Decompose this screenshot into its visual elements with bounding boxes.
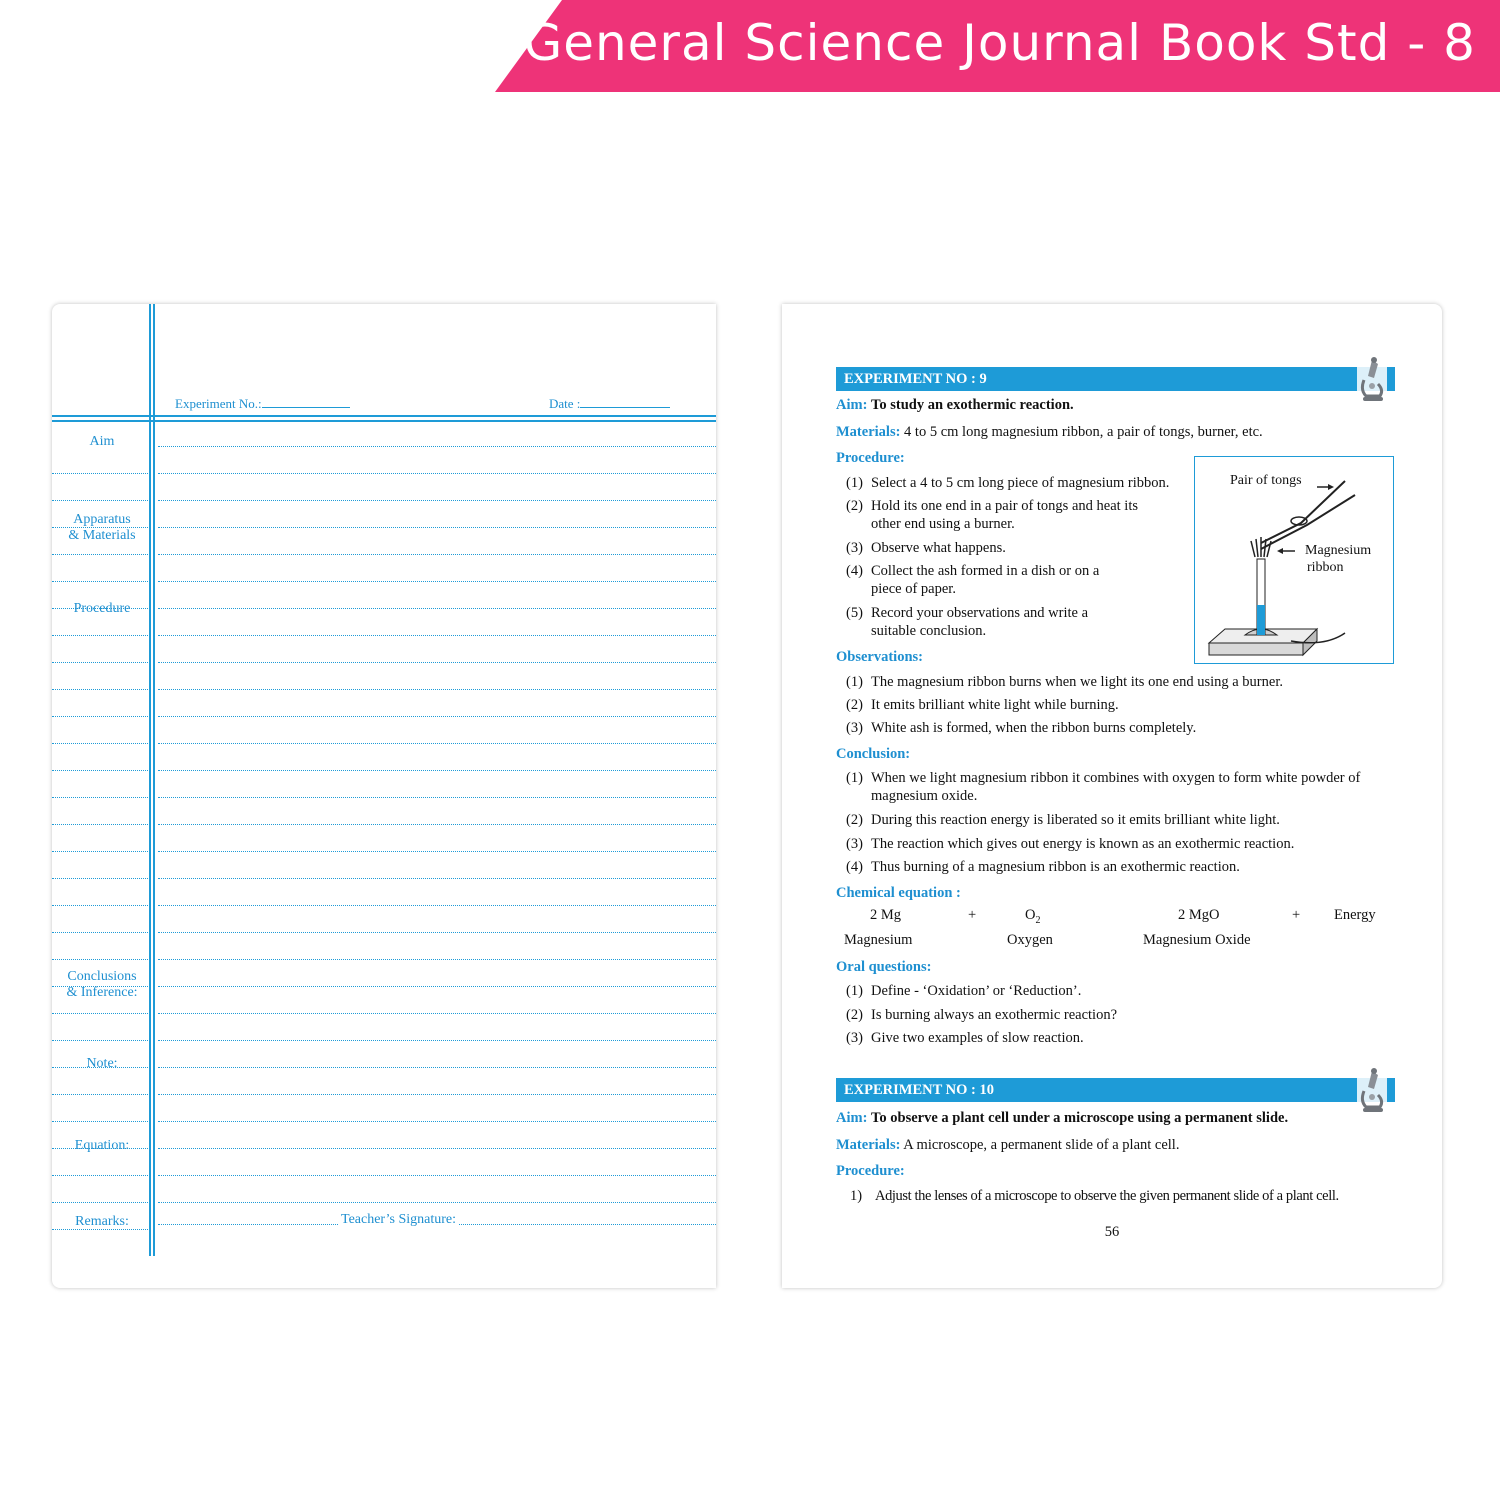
procedure-step bbox=[846, 474, 1169, 492]
ruled-line bbox=[158, 500, 716, 501]
ribbon-label-line: ribbon bbox=[1307, 560, 1344, 575]
materials-text: A microscope, a permanent slide of a plant cell. bbox=[903, 1137, 1180, 1153]
materials-text: 4 to 5 cm long magnesium ribbon, a pair of tongs, burner, etc. bbox=[904, 424, 1263, 440]
item-number: (3) bbox=[846, 1030, 863, 1046]
right-printed-page bbox=[782, 304, 1442, 1288]
item-text-line: magnesium oxide. bbox=[871, 788, 978, 804]
plus-sign: + bbox=[968, 907, 977, 923]
reactant-o2 bbox=[1025, 907, 1040, 926]
ruled-line-margin bbox=[52, 770, 148, 771]
step-number: 1) bbox=[850, 1188, 863, 1204]
item-number: (2) bbox=[846, 1007, 863, 1023]
ruled-line bbox=[158, 473, 716, 474]
ribbon-label-line: Magnesium bbox=[1305, 543, 1372, 558]
item-number: (1) bbox=[846, 674, 863, 690]
item-text: The magnesium ribbon burns when we light its one end using a burner. bbox=[871, 674, 1283, 690]
date-field bbox=[549, 395, 670, 412]
ruled-line-margin bbox=[52, 851, 148, 852]
ruled-line-margin bbox=[52, 932, 148, 933]
oral-questions-heading: Oral questions: bbox=[836, 959, 932, 975]
step-number: (1) bbox=[846, 475, 863, 491]
oral-question bbox=[846, 1029, 1084, 1047]
ruled-line bbox=[158, 1148, 716, 1149]
ruled-line bbox=[158, 905, 716, 906]
step-text-line: Collect the ash formed in a dish or on a bbox=[871, 563, 1100, 579]
experiment-9-materials bbox=[836, 424, 1396, 441]
ruled-line-margin bbox=[52, 1013, 148, 1014]
ruled-line bbox=[158, 797, 716, 798]
item-text: During this reaction energy is liberated so it emits brilliant white light. bbox=[871, 812, 1280, 828]
step-text-line: Hold its one end in a pair of tongs and heat its bbox=[871, 498, 1138, 514]
ruled-line bbox=[158, 1121, 716, 1122]
step-number: (2) bbox=[846, 498, 863, 514]
date-label: Date : bbox=[549, 396, 581, 411]
ruled-line-margin bbox=[52, 1121, 148, 1122]
ruled-line-margin bbox=[52, 1094, 148, 1095]
conclusion-item bbox=[846, 835, 1294, 853]
ruled-line-margin bbox=[52, 689, 148, 690]
ruled-line-margin bbox=[52, 878, 148, 879]
ribbon-label bbox=[1305, 542, 1371, 576]
experiment-10-header: EXPERIMENT NO : 10 bbox=[836, 1078, 1395, 1102]
item-number: (3) bbox=[846, 836, 863, 852]
experiment-no-blank[interactable] bbox=[262, 395, 350, 408]
header-divider bbox=[52, 415, 716, 417]
margin-line bbox=[153, 304, 155, 1256]
ruled-line bbox=[158, 959, 716, 960]
o2-symbol: O bbox=[1025, 907, 1036, 923]
label-materials: & Materials bbox=[68, 528, 136, 543]
ruled-line bbox=[158, 608, 716, 609]
plus-sign: + bbox=[1292, 907, 1301, 923]
label-aim: Aim bbox=[89, 434, 115, 449]
item-number: (2) bbox=[846, 697, 863, 713]
ruled-line bbox=[158, 1094, 716, 1095]
ruled-line bbox=[158, 554, 716, 555]
procedure-heading: Procedure: bbox=[836, 450, 905, 466]
step-text bbox=[871, 604, 1088, 640]
step-text: Adjust the lenses of a microscope to observe the given permanent slide of a plant cell. bbox=[875, 1188, 1339, 1204]
ruled-line bbox=[158, 1202, 716, 1203]
experiment-no-field bbox=[175, 395, 350, 412]
tongs-label: Pair of tongs bbox=[1230, 473, 1302, 488]
left-journal-page bbox=[52, 304, 716, 1288]
ruled-line-margin bbox=[52, 1202, 148, 1203]
teacher-signature-label: Teacher’s Signature: bbox=[341, 1212, 456, 1227]
conclusion-heading: Conclusion: bbox=[836, 746, 911, 762]
ruled-line-margin bbox=[52, 1175, 148, 1176]
ruled-line bbox=[158, 743, 716, 744]
date-blank[interactable] bbox=[580, 395, 670, 408]
reactant-name-mg: Magnesium bbox=[844, 932, 913, 948]
procedure-heading: Procedure: bbox=[836, 1163, 905, 1179]
materials-label: Materials: bbox=[836, 424, 901, 440]
ruled-line-margin bbox=[52, 500, 148, 501]
step-text-line: piece of paper. bbox=[871, 581, 956, 597]
ruled-line bbox=[158, 716, 716, 717]
step-text-line: other end using a burner. bbox=[871, 516, 1015, 532]
header-divider bbox=[52, 420, 716, 422]
step-text: Observe what happens. bbox=[871, 540, 1006, 556]
step-number: (3) bbox=[846, 540, 863, 556]
ruled-line bbox=[158, 662, 716, 663]
ruled-line-margin bbox=[52, 554, 148, 555]
ruled-line bbox=[158, 851, 716, 852]
ruled-line bbox=[158, 581, 716, 582]
burning-magnesium-diagram bbox=[1194, 456, 1394, 664]
step-number: (5) bbox=[846, 605, 863, 621]
label-note: Note: bbox=[86, 1056, 118, 1071]
product-name-mgo: Magnesium Oxide bbox=[1143, 932, 1251, 948]
observation-item bbox=[846, 673, 1283, 691]
label-procedure: Procedure bbox=[73, 601, 131, 616]
ruled-line-margin bbox=[52, 716, 148, 717]
observations-heading: Observations: bbox=[836, 649, 923, 665]
ruled-line-margin bbox=[52, 797, 148, 798]
experiment-10-aim bbox=[836, 1110, 1396, 1127]
experiment-9-aim bbox=[836, 397, 1396, 414]
step-text: Select a 4 to 5 cm long piece of magnesium ribbon. bbox=[871, 475, 1170, 491]
item-text: Give two examples of slow reaction. bbox=[871, 1030, 1084, 1046]
conclusion-item bbox=[846, 811, 1280, 829]
ruled-line bbox=[158, 689, 716, 690]
conclusion-item bbox=[846, 769, 1360, 805]
label-inference: & Inference: bbox=[66, 985, 138, 1000]
ruled-line bbox=[158, 446, 716, 447]
product-energy: Energy bbox=[1334, 907, 1376, 923]
ruled-line bbox=[158, 932, 716, 933]
item-number: (1) bbox=[846, 983, 863, 999]
ruled-line bbox=[158, 770, 716, 771]
item-text-line: When we light magnesium ribbon it combines with oxygen to form white powder of bbox=[871, 770, 1361, 786]
item-text: Is burning always an exothermic reaction? bbox=[871, 1007, 1118, 1023]
item-text: Thus burning of a magnesium ribbon is an exothermic reaction. bbox=[871, 859, 1240, 875]
ruled-line bbox=[158, 824, 716, 825]
conclusion-item bbox=[846, 858, 1240, 876]
step-text-line: suitable conclusion. bbox=[871, 623, 987, 639]
step-text bbox=[871, 497, 1138, 533]
ruled-line-margin bbox=[52, 635, 148, 636]
reactant-mg: 2 Mg bbox=[870, 907, 902, 923]
experiment-no-label: Experiment No.: bbox=[175, 396, 262, 411]
banner-title: General Science Journal Book Std - 8 bbox=[523, 14, 1476, 72]
o2-subscript: 2 bbox=[1035, 914, 1041, 926]
oral-question bbox=[846, 982, 1081, 1000]
item-text bbox=[871, 769, 1360, 805]
item-text: Define - ‘Oxidation’ or ‘Reduction’. bbox=[871, 983, 1082, 999]
step-text bbox=[871, 562, 1099, 598]
ruled-line bbox=[158, 1175, 716, 1176]
item-text: The reaction which gives out energy is known as an exothermic reaction. bbox=[871, 836, 1295, 852]
procedure-step bbox=[850, 1187, 1339, 1205]
experiment-10-materials bbox=[836, 1137, 1396, 1154]
item-number: (2) bbox=[846, 812, 863, 828]
aim-label: Aim: bbox=[836, 397, 868, 413]
observation-item bbox=[846, 719, 1196, 737]
reactant-name-o2: Oxygen bbox=[1007, 932, 1053, 948]
product-mgo: 2 MgO bbox=[1178, 907, 1220, 923]
experiment-9-header: EXPERIMENT NO : 9 bbox=[836, 367, 1395, 391]
aim-label: Aim: bbox=[836, 1110, 868, 1126]
ruled-line-margin bbox=[52, 473, 148, 474]
aim-text: To observe a plant cell under a microscope using a permanent slide. bbox=[871, 1110, 1289, 1126]
ruled-line-margin bbox=[52, 824, 148, 825]
label-apparatus: Apparatus bbox=[73, 512, 131, 527]
label-remarks: Remarks: bbox=[75, 1214, 129, 1229]
procedure-step bbox=[846, 604, 1088, 640]
label-equation: Equation: bbox=[74, 1138, 130, 1153]
procedure-step bbox=[846, 562, 1099, 598]
item-number: (1) bbox=[846, 770, 863, 786]
item-text: It emits brilliant white light while burning. bbox=[871, 697, 1119, 713]
ruled-line bbox=[158, 878, 716, 879]
page-number: 56 bbox=[1104, 1224, 1120, 1240]
ruled-line bbox=[158, 986, 716, 987]
procedure-step bbox=[846, 539, 1006, 557]
step-text-line: Record your observations and write a bbox=[871, 605, 1089, 621]
ruled-line-margin bbox=[52, 743, 148, 744]
chemical-equation-heading: Chemical equation : bbox=[836, 885, 961, 901]
ruled-line-margin bbox=[52, 581, 148, 582]
procedure-step bbox=[846, 497, 1138, 533]
aim-text: To study an exothermic reaction. bbox=[871, 397, 1074, 413]
observation-item bbox=[846, 696, 1119, 714]
ruled-line-margin bbox=[52, 905, 148, 906]
ruled-line-margin bbox=[52, 959, 148, 960]
step-number: (4) bbox=[846, 563, 863, 579]
ruled-line-margin bbox=[52, 1040, 148, 1041]
ruled-line bbox=[158, 635, 716, 636]
ruled-line bbox=[158, 1040, 716, 1041]
materials-label: Materials: bbox=[836, 1137, 901, 1153]
ruled-line-margin bbox=[52, 662, 148, 663]
oral-question bbox=[846, 1006, 1117, 1024]
ruled-line bbox=[158, 1067, 716, 1068]
ruled-line bbox=[158, 1013, 716, 1014]
item-number: (4) bbox=[846, 859, 863, 875]
ruled-line bbox=[158, 527, 716, 528]
label-conclusions: Conclusions bbox=[67, 969, 137, 984]
header-banner bbox=[0, 0, 1500, 92]
item-text: White ash is formed, when the ribbon burns completely. bbox=[871, 720, 1197, 736]
item-number: (3) bbox=[846, 720, 863, 736]
